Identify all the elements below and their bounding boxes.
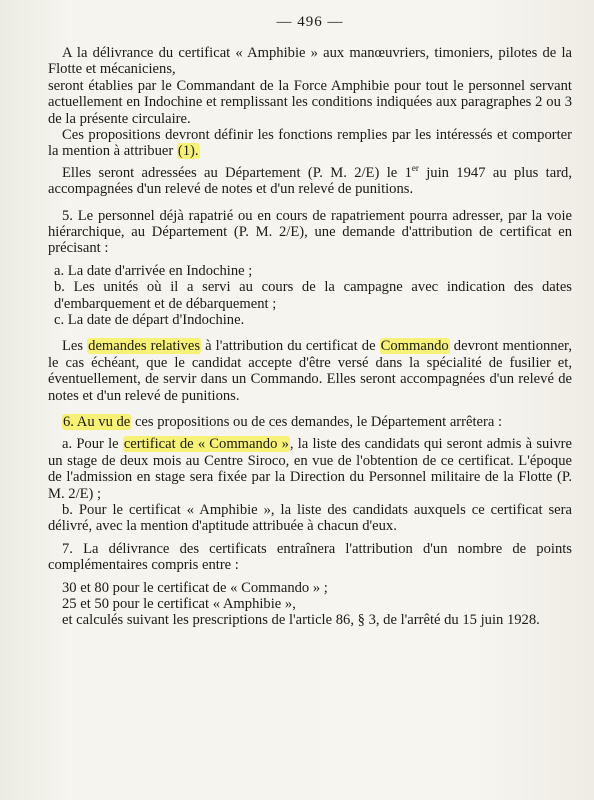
section-5-requests (48, 338, 572, 404)
superscript: er (411, 162, 419, 173)
text: a. Pour le (62, 436, 123, 453)
text: Elles seront adressées au Département (P. M. 2/E) le 1 (62, 164, 412, 181)
section-7-line-1: 30 et 80 pour le certificat de « Commando » ; (62, 579, 328, 596)
paragraph-deadline (48, 160, 572, 198)
section-7-line-2: 25 et 50 pour le certificat « Amphibie », (62, 596, 296, 613)
text: , la liste des candidats qui seront admis à suivre un stage de deux mois au Centre Siroco, en vue de l'obtention de ce certificat. L'époque de l'admission en stage sera fixée par la Direction du Personnel militaire de la Flotte (P. M. 2/E) ; (48, 436, 573, 502)
text: devront mentionner, le cas échéant, que le candidat accepte d'être versé dans la spécialité de fusilier et, éventuellement, de servir dans un Commando. Elles seront accompagnées d'un relevé de notes et d'un relevé de punitions. (48, 338, 572, 404)
section-5-item-c: c. La date de départ d'Indochine. (54, 311, 245, 328)
text: juin 1947 au plus tard, accompagnées d'un relevé de notes et d'un relevé de punitions. (48, 164, 573, 198)
section-5-item-a: a. La date d'arrivée en Indochine ; (54, 262, 253, 279)
section-6-intro (48, 414, 572, 430)
highlight-section-6: 6. Au vu de (63, 413, 131, 430)
highlight-certificat-commando: certificat de « Commando » (123, 436, 289, 453)
section-6-item-b: b. Pour le certificat « Amphibie », la liste des candidats auxquels ce certificat sera délivré, avec la mention d'aptitude attribuée à chacun d'eux. (48, 502, 572, 535)
paragraph-proposals: seront établies par le Commandant de la Force Amphibie pour tout le personnel servant actuellement en Indochine et remplissant les conditions indiquées aux paragraphes 2 ou 3 de la présente circulaire. (48, 77, 572, 127)
text: ces propositions ou de ces demandes, le Département arrêtera : (131, 413, 503, 430)
text: à l'attribution du certificat de (201, 338, 380, 355)
text: Ces propositions devront définir les fonctions remplies par les intéressés et comporter la mention à attribuer (48, 127, 572, 160)
section-6-item-a (48, 436, 572, 502)
section-5-item-b: b. Les unités où il a servi au cours de la campagne avec indication des dates d'embarquement et de débarquement ; (54, 279, 572, 312)
section-5-intro: 5. Le personnel déjà rapatrié ou en cours de rapatriement pourra adresser, par la voie hiérarchique, au Département (P. M. 2/E), une demande d'attribution de certificat en précisant : (48, 207, 572, 257)
text: Les (62, 338, 88, 355)
paragraph-delivery: A la délivrance du certificat « Amphibie » aux manœuvriers, timoniers, pilotes de la Flotte et mécaniciens, (48, 45, 572, 78)
section-7-intro: 7. La délivrance des certificats entraînera l'attribution d'un nombre de points complémentaires compris entre : (48, 540, 572, 574)
highlight-commando: Commando (380, 338, 449, 355)
page-number: — 496 — (276, 14, 344, 30)
paragraph-definitions (48, 127, 572, 160)
footnote-ref-highlight: (1). (177, 143, 199, 160)
highlight-demandes: demandes relatives (88, 338, 201, 355)
section-7-line-3: et calculés suivant les prescriptions de l'article 86, § 3, de l'arrêté du 15 juin 1928. (62, 612, 540, 629)
